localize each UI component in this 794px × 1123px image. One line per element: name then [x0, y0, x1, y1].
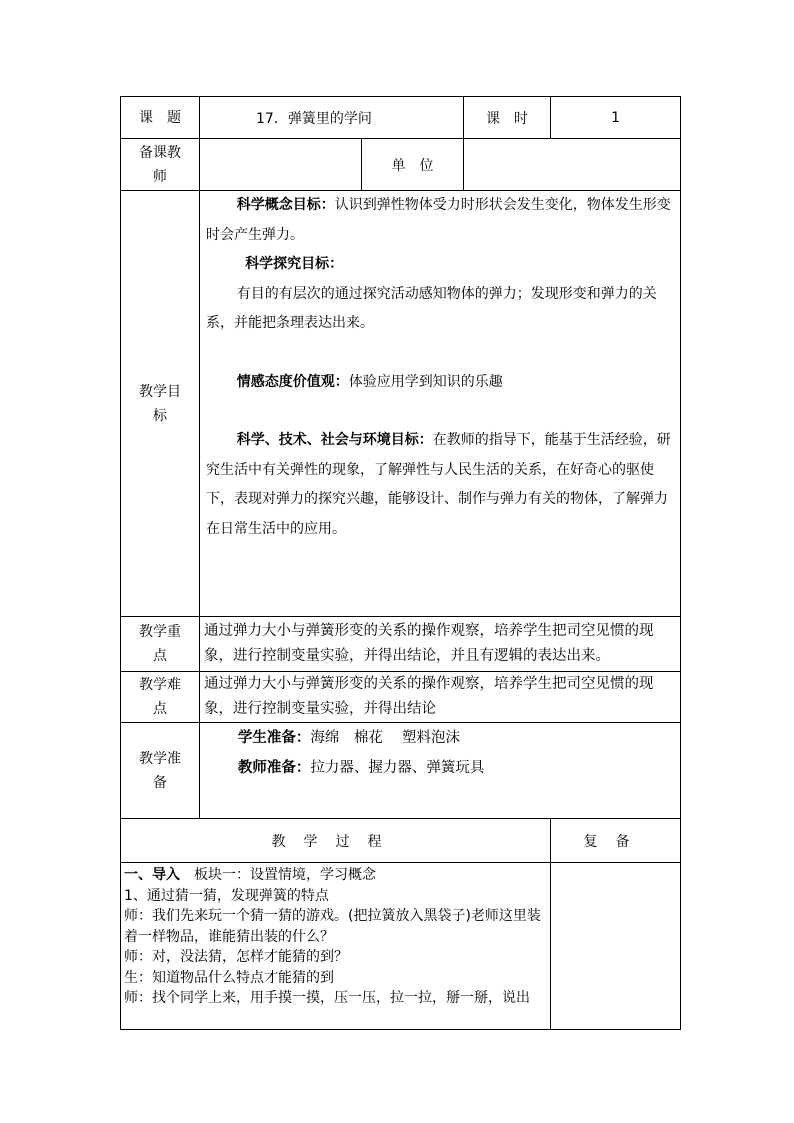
student-prep [206, 723, 674, 753]
preparation-content [200, 723, 681, 819]
attitude-title: 情感态度价值观： [236, 373, 349, 390]
concept-title: 科学概念目标： [236, 197, 335, 213]
process-content [121, 863, 551, 1030]
key-points-text: 通过弹力大小与弹簧形变的关系的操作观察，培养学生把司空见惯的现象，进行控制变量实验，并得出结论，并且有逻辑的表达出来。 [200, 617, 681, 672]
teacher-value [200, 139, 362, 191]
lesson-plan-table [120, 96, 681, 1030]
hours-value: 1 [551, 97, 681, 139]
row-topic [121, 97, 681, 139]
process-line: 师：我们先来玩一个猜一猜的游戏。(把拉簧放入黑袋子)老师这里装着一样物品，谁能猜出装的什么？ [124, 908, 541, 945]
teacher-label: 备课教师 [121, 139, 200, 191]
row-process-content [121, 863, 681, 1030]
process-line: 生：知道物品什么特点才能猜的到 [124, 969, 334, 986]
attitude-text: 体验应用学到知识的乐趣 [348, 373, 503, 390]
student-prep-title: 学生准备： [237, 730, 311, 746]
difficulties-label: 教学难点 [121, 672, 200, 723]
review-content [551, 863, 681, 1030]
teacher-prep-text: 拉力器、握力器、弹簧玩具 [310, 760, 485, 776]
goals-content [200, 191, 681, 617]
row-key-points [121, 617, 681, 672]
attitude-goal [206, 368, 674, 398]
review-label: 复备 [551, 819, 681, 863]
hours-label: 课 时 [464, 97, 551, 139]
sts-goal [206, 426, 674, 544]
process-line: 师：找个同学上来，用手摸一摸，压一压，拉一拉，掰一掰，说出 [124, 990, 530, 1006]
goals-label: 教学目标 [121, 191, 200, 617]
topic-value: 17．弹簧里的学问 [200, 97, 464, 139]
process-line: 师：对，没法猜，怎样才能猜的到？ [124, 949, 348, 965]
sts-text: 在教师的指导下，能基于生活经验，研究生活中有关弹性的现象，了解弹性与人民生活的关系，在好奇心的驱使下，表现对弹力的探究兴趣，能够设计、制作与弹力有关的物体，了解弹力在日常生活中的应用。 [206, 432, 671, 537]
concept-goal [206, 191, 674, 250]
row-goals [121, 191, 681, 617]
teacher-prep [206, 753, 674, 783]
preparation-label: 教学准备 [121, 723, 200, 819]
inquiry-title: 科学探究目标： [245, 256, 344, 272]
unit-value [464, 139, 681, 191]
process-line: 1、通过猜一猜，发现弹簧的特点 [124, 887, 329, 904]
process-line: 一、导入 板块一：设置情境，学习概念 [124, 867, 376, 883]
row-difficulties [121, 672, 681, 723]
row-teacher [121, 139, 681, 191]
key-points-label: 教学重点 [121, 617, 200, 672]
difficulties-text: 通过弹力大小与弹簧形变的关系的操作观察，培养学生把司空见惯的现象，进行控制变量实验，并得出结论 [200, 672, 681, 723]
inquiry-text: 有目的有层次的通过探究活动感知物体的弹力；发现形变和弹力的关系，并能把条理表达出来。 [206, 285, 657, 331]
row-process-header [121, 819, 681, 863]
process-label: 教学过程 [121, 819, 551, 863]
sts-title: 科学、技术、社会与环境目标： [236, 432, 433, 448]
topic-label: 课 题 [121, 97, 200, 139]
student-prep-text: 海绵 棉花 塑料泡沫 [310, 730, 460, 746]
teacher-prep-title: 教师准备： [237, 760, 311, 776]
unit-label: 单 位 [362, 139, 464, 191]
row-preparation [121, 723, 681, 819]
concept-text: 认识到弹性物体受力时形状会发生变化，物体发生形变时会产生弹力。 [206, 197, 671, 243]
